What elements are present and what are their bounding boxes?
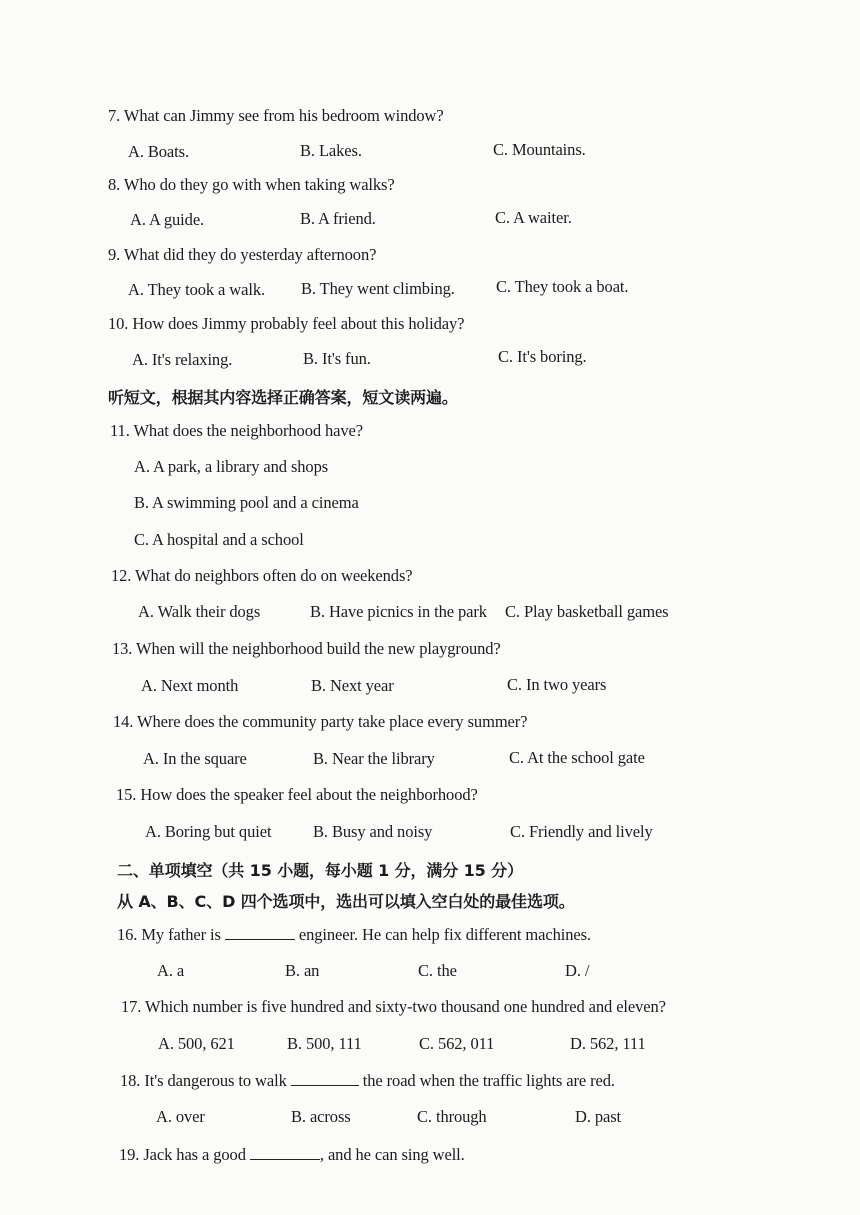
question-16-stem-before: 16. My father is xyxy=(117,925,221,944)
question-8-option-c: C. A waiter. xyxy=(495,208,572,227)
question-12-stem: 12. What do neighbors often do on weekends? xyxy=(111,566,413,585)
question-19-stem-before: 19. Jack has a good xyxy=(119,1145,246,1164)
question-11-stem: 11. What does the neighborhood have? xyxy=(110,421,363,440)
question-8-option-b: B. A friend. xyxy=(300,209,376,228)
question-14-option-b: B. Near the library xyxy=(313,749,435,768)
answer-blank-18 xyxy=(291,1071,359,1086)
question-18-option-b: B. across xyxy=(291,1107,351,1126)
question-12-option-a: A. Walk their dogs xyxy=(138,602,261,621)
question-15-option-a: A. Boring but quiet xyxy=(145,822,272,841)
question-15-stem: 15. How does the speaker feel about the neighborhood? xyxy=(116,785,478,804)
section-2-title: 二、单项填空（共 15 小题，每小题 1 分，满分 15 分） xyxy=(117,861,523,880)
question-9-option-a: A. They took a walk. xyxy=(128,280,266,299)
question-18-option-c: C. through xyxy=(417,1107,487,1126)
passage-instruction: 听短文，根据其内容选择正确答案，短文读两遍。 xyxy=(108,388,458,407)
question-13-stem: 13. When will the neighborhood build the new playground? xyxy=(112,639,501,658)
question-18-option-a: A. over xyxy=(156,1107,205,1126)
question-9-stem: 9. What did they do yesterday afternoon? xyxy=(108,245,377,264)
question-7-option-b: B. Lakes. xyxy=(300,141,362,160)
question-13-option-b: B. Next year xyxy=(311,676,394,695)
question-9-option-b: B. They went climbing. xyxy=(301,279,455,298)
question-18-option-d: D. past xyxy=(575,1107,622,1126)
question-17-stem: 17. Which number is five hundred and sixty-two thousand one hundred and eleven? xyxy=(121,997,666,1016)
section-2-instruction: 从 A、B、C、D 四个选项中，选出可以填入空白处的最佳选项。 xyxy=(117,892,575,911)
question-7-stem: 7. What can Jimmy see from his bedroom window? xyxy=(108,106,444,125)
question-15-option-c: C. Friendly and lively xyxy=(510,822,653,841)
question-16-option-b: B. an xyxy=(285,961,320,980)
answer-blank-16 xyxy=(225,925,295,940)
question-10-option-c: C. It's boring. xyxy=(498,347,587,366)
answer-blank-19 xyxy=(250,1145,320,1160)
question-16-option-c: C. the xyxy=(418,961,457,980)
question-17-option-b: B. 500, 111 xyxy=(287,1034,362,1053)
question-19-stem xyxy=(119,1145,465,1165)
question-17-option-a: A. 500, 621 xyxy=(158,1034,235,1053)
question-14-option-a: A. In the square xyxy=(143,749,247,768)
question-19-stem-after: , and he can sing well. xyxy=(319,1145,465,1164)
question-16-option-a: A. a xyxy=(157,961,185,980)
question-7-option-a: A. Boats. xyxy=(128,142,189,161)
question-9-option-c: C. They took a boat. xyxy=(496,277,629,296)
question-16-stem-after: engineer. He can help fix different machines. xyxy=(298,925,591,944)
question-15-option-b: B. Busy and noisy xyxy=(313,822,433,841)
question-10-stem: 10. How does Jimmy probably feel about this holiday? xyxy=(108,314,465,333)
question-10-option-b: B. It's fun. xyxy=(303,349,371,368)
question-14-stem: 14. Where does the community party take place every summer? xyxy=(113,712,528,731)
question-18-stem-after: the road when the traffic lights are red. xyxy=(362,1071,615,1090)
question-11-option-a: A. A park, a library and shops xyxy=(134,457,329,476)
question-17-option-c: C. 562, 011 xyxy=(419,1034,495,1053)
question-10-option-a: A. It's relaxing. xyxy=(132,350,233,369)
question-13-option-c: C. In two years xyxy=(507,675,607,694)
question-8-stem: 8. Who do they go with when taking walks? xyxy=(108,175,395,194)
question-11-option-c: C. A hospital and a school xyxy=(134,530,304,549)
question-18-stem-before: 18. It's dangerous to walk xyxy=(120,1071,287,1090)
question-12-option-c: C. Play basketball games xyxy=(505,602,669,621)
question-18-stem xyxy=(120,1071,615,1091)
question-8-option-a: A. A guide. xyxy=(130,210,205,229)
question-13-option-a: A. Next month xyxy=(141,676,239,695)
question-7-option-c: C. Mountains. xyxy=(493,140,586,159)
question-16-option-d: D. / xyxy=(565,961,590,980)
question-17-option-d: D. 562, 111 xyxy=(570,1034,646,1053)
question-12-option-b: B. Have picnics in the park xyxy=(310,602,487,621)
question-11-option-b: B. A swimming pool and a cinema xyxy=(134,493,359,512)
question-14-option-c: C. At the school gate xyxy=(509,748,645,767)
question-16-stem xyxy=(117,925,591,945)
